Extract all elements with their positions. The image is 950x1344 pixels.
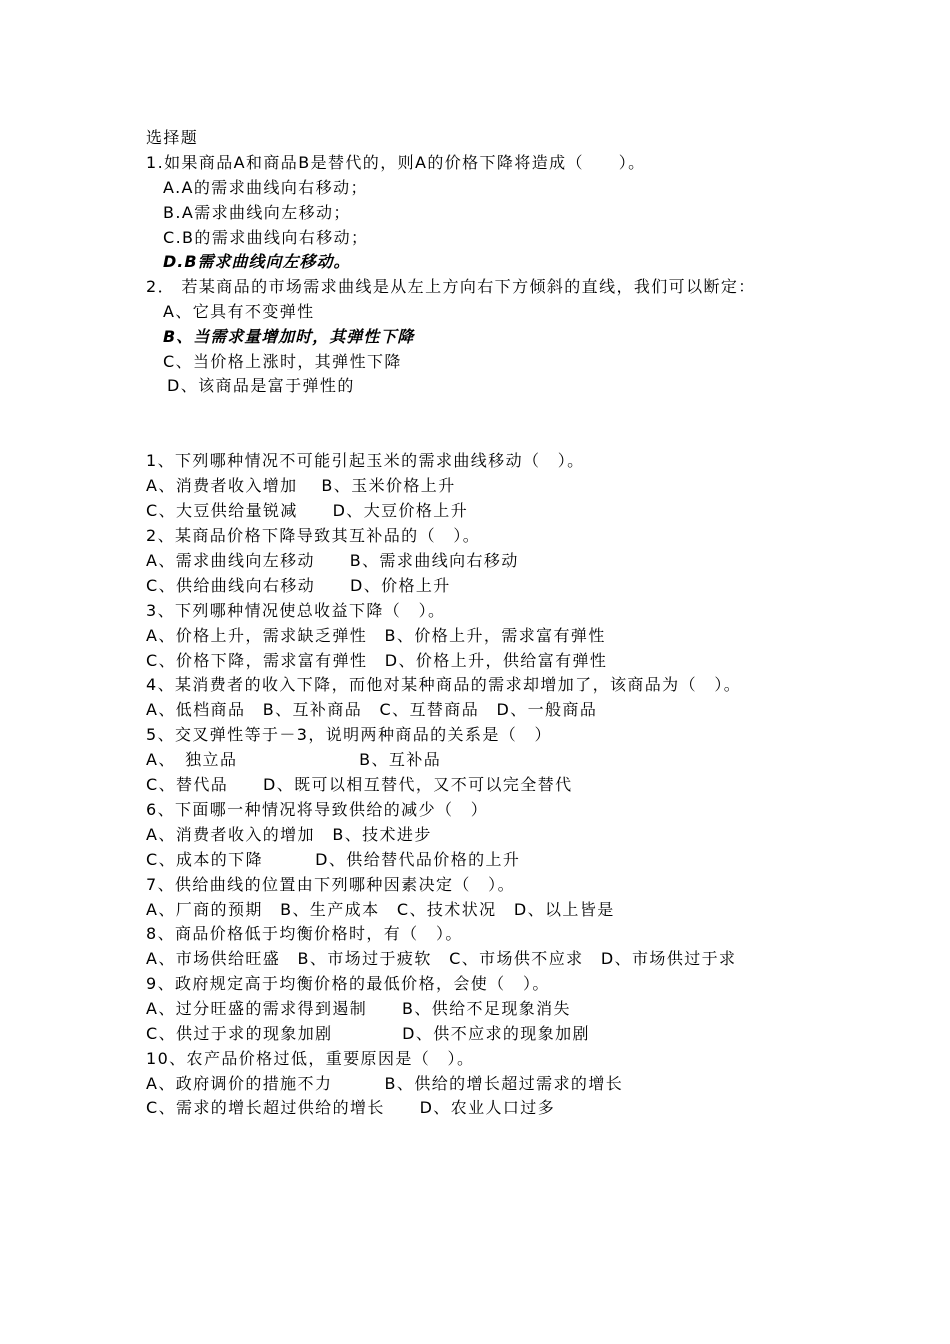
exercise-7-options: A、厂商的预期 B、生产成本 C、技术状况 D、以上皆是	[146, 900, 615, 919]
exercise-3-options-cd: C、价格下降，需求富有弹性 D、价格上升，供给富有弹性	[146, 651, 608, 670]
exercise-10-options-cd: C、需求的增长超过供给的增长 D、农业人口过多	[146, 1098, 556, 1117]
exercise-1-options-cd: C、大豆供给量锐减 D、大豆价格上升	[146, 501, 469, 520]
question-1-option-c: C.B的需求曲线向右移动；	[163, 228, 369, 247]
exercise-10-stem: 10、农产品价格过低，重要原因是（ ）。	[146, 1049, 475, 1068]
question-1-option-d-answer: D.B需求曲线向左移动。	[163, 252, 351, 271]
question-1-stem: 1.如果商品A和商品B是替代的，则A的价格下降将造成（ ）。	[146, 153, 646, 172]
exercise-5-options-ab: A、 独立品 B、互补品	[146, 750, 442, 769]
exercise-2-stem: 2、某商品价格下降导致其互补品的（ ）。	[146, 526, 481, 545]
exercise-4-stem: 4、某消费者的收入下降，而他对某种商品的需求却增加了，该商品为（ ）。	[146, 675, 742, 694]
exercise-3-stem: 3、下列哪种情况使总收益下降（ ）。	[146, 601, 446, 620]
question-2-stem: 2． 若某商品的市场需求曲线是从左上方向右下方倾斜的直线，我们可以断定：	[146, 277, 756, 296]
exercise-4-options: A、低档商品 B、互补商品 C、互替商品 D、一般商品	[146, 700, 598, 719]
question-1-option-a: A.A的需求曲线向右移动；	[163, 178, 368, 197]
exercise-5-options-cd: C、替代品 D、既可以相互替代，又不可以完全替代	[146, 775, 573, 794]
exercise-9-options-cd: C、供过于求的现象加剧 D、供不应求的现象加剧	[146, 1024, 590, 1043]
question-2-option-a: A、它具有不变弹性	[163, 302, 315, 321]
exercise-1-stem: 1、下列哪种情况不可能引起玉米的需求曲线移动（ ）。	[146, 451, 585, 470]
exercise-6-stem: 6、下面哪一种情况将导致供给的减少（ ）	[146, 800, 489, 819]
exercise-6-options-cd: C、成本的下降 D、供给替代品价格的上升	[146, 850, 521, 869]
exercise-7-stem: 7、供给曲线的位置由下列哪种因素决定（ ）。	[146, 875, 515, 894]
exercise-9-stem: 9、政府规定高于均衡价格的最低价格，会使（ ）。	[146, 974, 550, 993]
section-title: 选择题	[146, 128, 199, 147]
exercise-2-options-cd: C、供给曲线向右移动 D、价格上升	[146, 576, 451, 595]
exercise-8-stem: 8、商品价格低于均衡价格时，有（ ）。	[146, 924, 463, 943]
exercise-8-options: A、市场供给旺盛 B、市场过于疲软 C、市场供不应求 D、市场供过于求	[146, 949, 737, 968]
exercise-2-options-ab: A、需求曲线向左移动 B、需求曲线向右移动	[146, 551, 519, 570]
exercise-9-options-ab: A、过分旺盛的需求得到遏制 B、供给不足现象消失	[146, 999, 571, 1018]
question-2-option-d: D、该商品是富于弹性的	[167, 376, 355, 395]
exercise-6-options-ab: A、消费者收入的增加 B、技术进步	[146, 825, 432, 844]
exercise-10-options-ab: A、政府调价的措施不力 B、供给的增长超过需求的增长	[146, 1074, 624, 1093]
exercise-1-options-ab: A、消费者收入增加 B、玉米价格上升	[146, 476, 456, 495]
question-1-option-b: B.A需求曲线向左移动；	[163, 203, 351, 222]
question-2-option-c: C、当价格上涨时，其弹性下降	[163, 352, 402, 371]
exercise-3-options-ab: A、价格上升，需求缺乏弹性 B、价格上升，需求富有弹性	[146, 626, 606, 645]
question-2-option-b-answer: B、当需求量增加时，其弹性下降	[163, 327, 415, 346]
exercise-5-stem: 5、交叉弹性等于－3，说明两种商品的关系是（ ）	[146, 725, 552, 744]
